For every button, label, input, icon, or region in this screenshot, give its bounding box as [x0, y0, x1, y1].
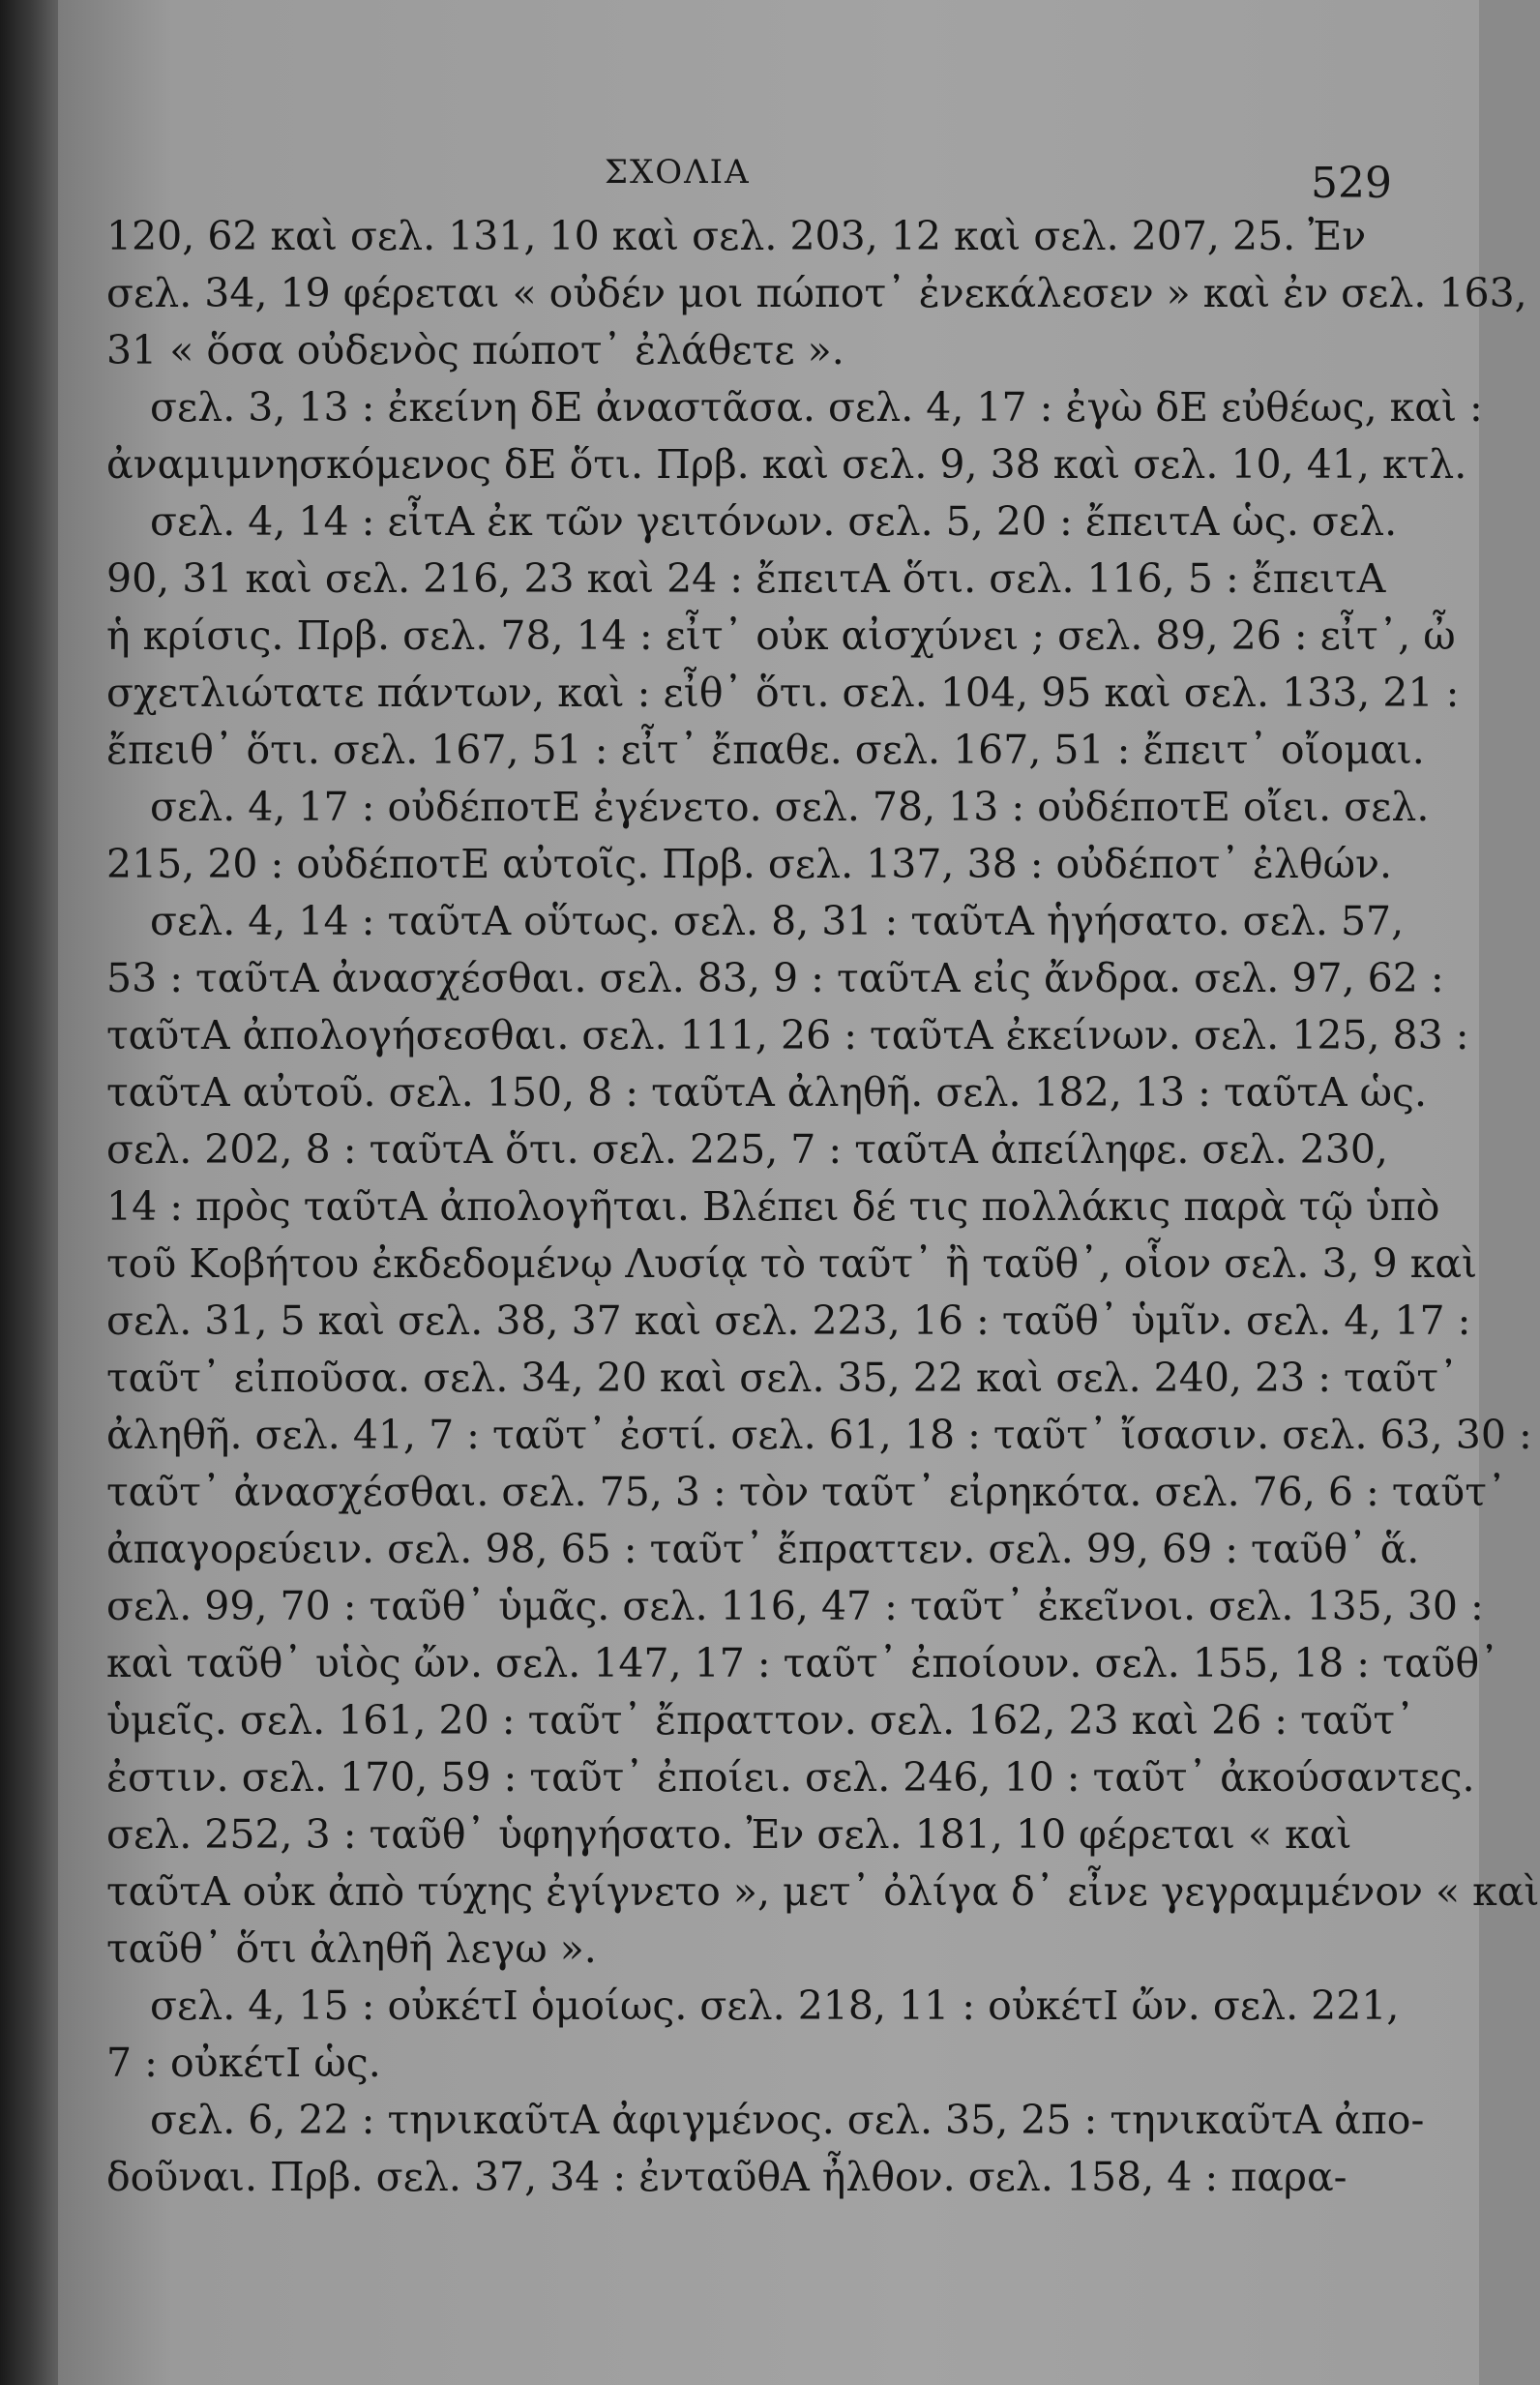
text-line: σελ. 3, 13 : ἐκείνη δΕ ἀναστᾶσα. σελ. 4, 17 : ἐγὼ δΕ εὐθέως, καὶ : — [150, 384, 1483, 431]
page-header — [58, 145, 1479, 208]
book-page — [58, 0, 1540, 2385]
text-line: σχετλιώτατε πάντων, καὶ : εἶθ᾽ ὅτι. σελ. 104, 95 καὶ σελ. 133, 21 : — [106, 670, 1460, 716]
text-line: καὶ ταῦθ᾽ υἱὸς ὤν. σελ. 147, 17 : ταῦτ᾽ ἐποίουν. σελ. 155, 18 : ταῦθ᾽ — [106, 1640, 1499, 1686]
text-line: τοῦ Κοβήτου ἐκδεδομένῳ Λυσίᾳ τὸ ταῦτ᾽ ἢ ταῦθ᾽, οἷον σελ. 3, 9 καὶ — [106, 1240, 1478, 1287]
body-text — [106, 208, 1540, 2206]
text-line: ταῦτΑ αὐτοῦ. σελ. 150, 8 : ταῦτΑ ἀληθῆ. σελ. 182, 13 : ταῦτΑ ὡς. — [106, 1069, 1428, 1116]
text-line: ταῦθ᾽ ὅτι ἀληθῆ λεγω ». — [106, 1925, 597, 1972]
paragraph — [106, 779, 1430, 893]
text-line: 120, 62 καὶ σελ. 131, 10 καὶ σελ. 203, 12 καὶ σελ. 207, 25. Ἐν — [106, 213, 1367, 259]
text-line: σελ. 4, 15 : οὐκέτΙ ὁμοίως. σελ. 218, 11 : οὐκέτΙ ὤν. σελ. 221, — [150, 1983, 1400, 2029]
paragraph — [106, 893, 1540, 1978]
text-line: δοῦναι. Πρβ. σελ. 37, 34 : ἐνταῦθΑ ἦλθον. σελ. 158, 4 : παρα- — [106, 2154, 1348, 2200]
text-line: σελ. 202, 8 : ταῦτΑ ὅτι. σελ. 225, 7 : ταῦτΑ ἀπείληφε. σελ. 230, — [106, 1126, 1388, 1173]
page-number: 529 — [1311, 159, 1392, 208]
text-line: ταῦτ᾽ εἰποῦσα. σελ. 34, 20 καὶ σελ. 35, 22 καὶ σελ. 240, 23 : ταῦτ᾽ — [106, 1355, 1459, 1401]
text-line: ἀναμιμνησκόμενος δΕ ὅτι. Πρβ. καὶ σελ. 9, 38 καὶ σελ. 10, 41, κτλ. — [106, 441, 1467, 488]
paragraph — [106, 379, 1483, 493]
text-line: ταῦτΑ ἀπολογήσεσθαι. σελ. 111, 26 : ταῦτΑ ἐκείνων. σελ. 125, 83 : — [106, 1012, 1469, 1058]
text-line: σελ. 31, 5 καὶ σελ. 38, 37 καὶ σελ. 223, 16 : ταῦθ᾽ ὑμῖν. σελ. 4, 17 : — [106, 1297, 1471, 1344]
text-line: ταῦτ᾽ ἀνασχέσθαι. σελ. 75, 3 : τὸν ταῦτ᾽ εἰρηκότα. σελ. 76, 6 : ταῦτ᾽ — [106, 1469, 1507, 1515]
paragraph — [106, 2092, 1425, 2206]
text-line: ἀπαγορεύειν. σελ. 98, 65 : ταῦτ᾽ ἔπραττεν. σελ. 99, 69 : ταῦθ᾽ ἅ. — [106, 1526, 1420, 1572]
text-line: 7 : οὐκέτΙ ὡς. — [106, 2040, 381, 2086]
running-title: ΣΧΟΛΙΑ — [605, 153, 751, 192]
text-line: ταῦτΑ οὐκ ἀπὸ τύχης ἐγίγνετο », μετ᾽ ὀλίγα δ᾽ εἶνε γεγραμμένον « καὶ — [106, 1868, 1540, 1915]
paragraph — [106, 493, 1460, 779]
text-line: 31 « ὅσα οὐδενὸς πώποτ᾽ ἐλάθετε ». — [106, 327, 844, 373]
paragraph — [106, 208, 1527, 379]
text-line: σελ. 34, 19 φέρεται « οὐδέν μοι πώποτ᾽ ἐνεκάλεσεν » καὶ ἐν σελ. 163, — [106, 270, 1527, 316]
text-line: ἡ κρίσις. Πρβ. σελ. 78, 14 : εἶτ᾽ οὐκ αἰσχύνει ; σελ. 89, 26 : εἶτ᾽, ὦ — [106, 612, 1456, 659]
text-line: σελ. 4, 14 : εἶτΑ ἐκ τῶν γειτόνων. σελ. 5, 20 : ἔπειτΑ ὡς. σελ. — [150, 498, 1398, 545]
text-line: σελ. 252, 3 : ταῦθ᾽ ὑφηγήσατο. Ἐν σελ. 181, 10 φέρεται « καὶ — [106, 1811, 1352, 1858]
text-line: 14 : πρὸς ταῦτΑ ἀπολογῆται. Βλέπει δέ τις πολλάκις παρὰ τῷ ὑπὸ — [106, 1183, 1440, 1230]
text-line: ὑμεῖς. σελ. 161, 20 : ταῦτ᾽ ἔπραττον. σελ. 162, 23 καὶ 26 : ταῦτ᾽ — [106, 1697, 1415, 1744]
text-line: σελ. 4, 14 : ταῦτΑ οὕτως. σελ. 8, 31 : ταῦτΑ ἡγήσατο. σελ. 57, — [150, 898, 1405, 944]
text-line: σελ. 99, 70 : ταῦθ᾽ ὑμᾶς. σελ. 116, 47 : ταῦτ᾽ ἐκεῖνοι. σελ. 135, 30 : — [106, 1583, 1484, 1629]
paragraph — [106, 1978, 1400, 2092]
text-line: ἀληθῆ. σελ. 41, 7 : ταῦτ᾽ ἐστί. σελ. 61, 18 : ταῦτ᾽ ἴσασιν. σελ. 63, 30 : — [106, 1412, 1532, 1458]
text-line: 90, 31 καὶ σελ. 216, 23 καὶ 24 : ἔπειτΑ ὅτι. σελ. 116, 5 : ἔπειτΑ — [106, 555, 1386, 602]
text-line: ἔπειθ᾽ ὅτι. σελ. 167, 51 : εἶτ᾽ ἔπαθε. σελ. 167, 51 : ἔπειτ᾽ οἴομαι. — [106, 727, 1425, 773]
text-line: σελ. 4, 17 : οὐδέποτΕ ἐγένετο. σελ. 78, 13 : οὐδέποτΕ οἴει. σελ. — [150, 784, 1430, 830]
text-line: 53 : ταῦτΑ ἀνασχέσθαι. σελ. 83, 9 : ταῦτΑ εἰς ἄνδρα. σελ. 97, 62 : — [106, 955, 1444, 1001]
text-line: σελ. 6, 22 : τηνικαῦτΑ ἀφιγμένος. σελ. 35, 25 : τηνικαῦτΑ ἀπο- — [150, 2097, 1425, 2143]
text-line: ἐστιν. σελ. 170, 59 : ταῦτ᾽ ἐποίει. σελ. 246, 10 : ταῦτ᾽ ἀκούσαντες. — [106, 1754, 1475, 1801]
text-line: 215, 20 : οὐδέποτΕ αὐτοῖς. Πρβ. σελ. 137, 38 : οὐδέποτ᾽ ἐλθών. — [106, 841, 1392, 887]
